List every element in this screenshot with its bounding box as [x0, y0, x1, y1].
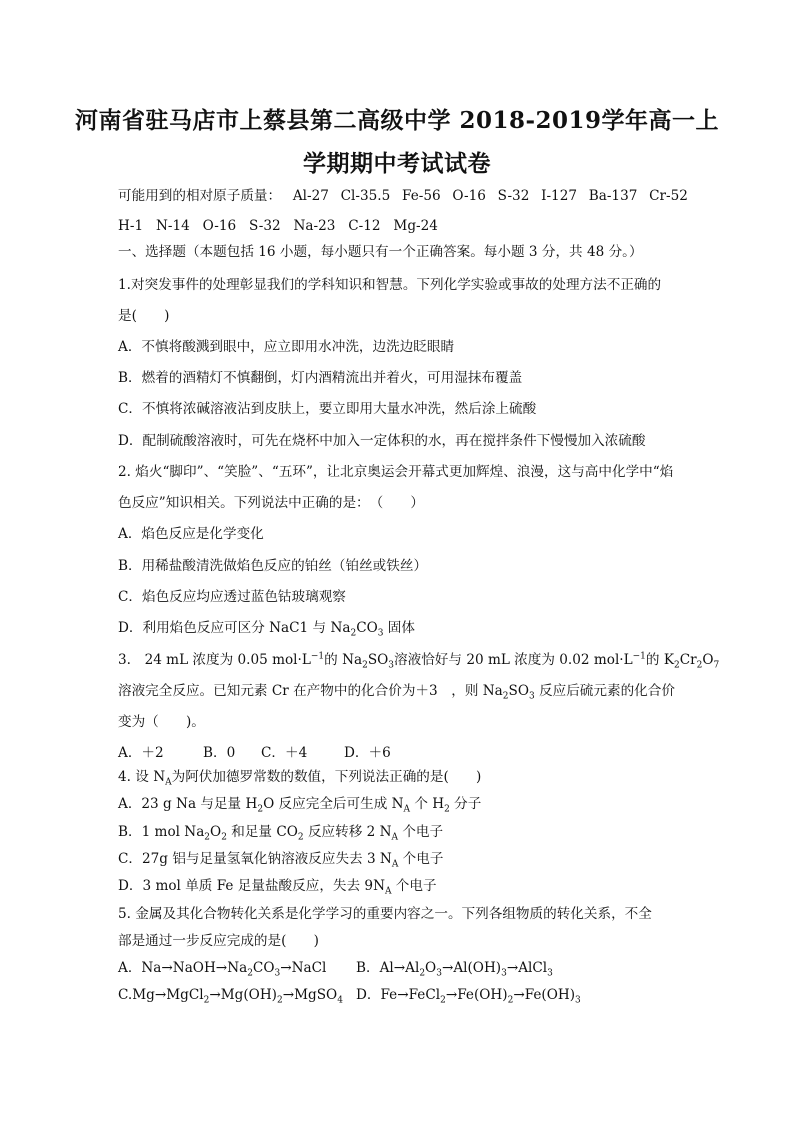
q5-option-a — [118, 958, 356, 978]
text-run: →AlCl — [506, 960, 548, 976]
subscript: 3 — [547, 968, 553, 979]
text-run: A．23 g Na 与足量 H — [118, 796, 258, 812]
text-run: CO — [252, 960, 275, 976]
q2-option-d — [118, 618, 688, 638]
subscript: 2 — [247, 968, 253, 979]
q3-option-d: D．＋6 — [344, 745, 391, 761]
subscript: 4 — [337, 995, 343, 1006]
subscript: 2 — [507, 995, 514, 1006]
subscript: 2 — [696, 660, 703, 671]
text-run: B．Al→Al — [356, 960, 420, 976]
q4-stem — [118, 767, 688, 787]
q4-option-c — [118, 849, 688, 869]
subscript: 3 — [436, 968, 442, 979]
subscript: A — [391, 832, 399, 843]
subscript: 2 — [350, 628, 357, 639]
subscript: A — [391, 859, 399, 870]
atomic-mass-item: Na-23 — [293, 218, 336, 234]
atomic-mass-item: O-16 — [202, 218, 237, 234]
exam-title-line-1: 河南省驻马店市上蔡县第二高级中学 2018-2019学年高一上 — [74, 107, 720, 134]
text-run: C．27g 铝与足量氢氧化钠溶液反应失去 3 N — [118, 851, 392, 867]
text-run: 个电子 — [391, 878, 437, 894]
q5-stem-line-1: 5. 金属及其化合物转化关系是化学学习的重要内容之一。下列各组物质的转化关系，不全 — [118, 906, 652, 922]
subscript: 2 — [203, 995, 210, 1006]
text-run: 为阿伏加德罗常数的数值，下列说法正确的是( ) — [171, 769, 482, 785]
text-run: 4. 设 N — [118, 769, 166, 785]
text-run: 固体 — [383, 620, 415, 636]
atomic-mass-item: Cl-35.5 — [340, 188, 391, 204]
atomic-mass-row-1 — [118, 186, 688, 206]
subscript: 2 — [419, 968, 426, 979]
text-run: 个 H — [410, 796, 445, 812]
text-run: →Mg(OH) — [209, 987, 277, 1003]
text-run: 溶液恰好与 20 mL 浓度为 0.02 mol·L — [394, 652, 633, 668]
subscript: 3 — [501, 968, 507, 979]
subscript: 7 — [713, 660, 720, 671]
subscript: 3 — [388, 660, 395, 671]
text-run: 的 Na — [324, 652, 363, 668]
subscript: 2 — [674, 660, 680, 671]
q3-option-b: B．0 — [203, 745, 236, 761]
text-run: 个电子 — [398, 824, 444, 840]
q2-stem-line-1: 2. 焰火“脚印”、“笑脸”、“五环”，让北京奥运会开幕式更加辉煌、浪漫，这与高中化学中“焰 — [118, 464, 674, 480]
q3-stem-line-2 — [118, 681, 688, 701]
text-run: O — [210, 824, 222, 840]
subscript: 2 — [502, 691, 509, 702]
subscript: A — [165, 777, 172, 788]
atomic-mass-item: H-1 — [118, 218, 144, 234]
text-run: C.Mg→MgCl — [118, 987, 204, 1003]
q1-option-b: B．燃着的酒精灯不慎翻倒，灯内酒精流出并着火，可用湿抹布覆盖 — [118, 370, 523, 386]
subscript: 2 — [257, 804, 264, 815]
q2-stem-line-2: 色反应”知识相关。下列说法中正确的是： （ ） — [118, 495, 425, 511]
q5-options-row-2 — [118, 985, 688, 1005]
text-run: →Al(OH) — [441, 960, 502, 976]
q3-option-c: C．＋4 — [261, 745, 308, 761]
superscript: −1 — [632, 651, 646, 662]
subscript: A — [384, 886, 392, 897]
q5-option-b — [356, 958, 553, 978]
q4-option-b — [118, 822, 688, 842]
atomic-mass-item: C-12 — [348, 218, 381, 234]
text-run: 反应转移 2 N — [303, 824, 392, 840]
atomic-mass-prefix: 可能用到的相对原子质量： — [118, 188, 282, 204]
text-run: B．1 mol Na — [118, 824, 205, 840]
q3-options — [118, 743, 688, 763]
subscript: 2 — [440, 995, 446, 1006]
subscript: 3 — [575, 995, 581, 1006]
subscript: 2 — [276, 995, 283, 1006]
text-run: Cr — [679, 652, 697, 668]
q3-stem-line-3: 变为（ )。 — [118, 714, 205, 730]
section-heading: 一、选择题（本题包括 16 小题，每小题只有一个正确答案。每小题 3 分，共 48 分。） — [118, 244, 643, 260]
text-run: 和足量 CO — [226, 824, 298, 840]
q5-stem-line-2: 部是通过一步反应完成的是( ) — [118, 933, 319, 949]
text-run: 3. 24 mL 浓度为 0.05 mol·L — [118, 652, 311, 668]
superscript: −1 — [310, 651, 325, 662]
text-run: →Fe(OH) — [445, 987, 508, 1003]
q5-options-row-1 — [118, 958, 688, 978]
atomic-mass-item: O-16 — [452, 188, 486, 204]
text-run: →NaCl — [280, 960, 327, 976]
exam-title-line-2: 学期期中考试试卷 — [303, 150, 491, 177]
text-run: D．利用焰色反应可区分 NaC1 与 Na — [118, 620, 351, 636]
atomic-mass-item: S-32 — [497, 188, 530, 204]
text-run: SO — [508, 683, 529, 699]
q4-option-a — [118, 794, 688, 814]
text-run: →MgSO — [282, 987, 338, 1003]
q5-option-c — [118, 985, 356, 1005]
atomic-mass-item: Ba-137 — [588, 188, 638, 204]
text-run: O 反应完全后可生成 N — [263, 796, 404, 812]
atomic-mass-item: Mg-24 — [393, 218, 438, 234]
q5-option-d — [356, 985, 581, 1005]
q1-stem-line-1: 1.对突发事件的处理彰显我们的学科知识和智慧。下列化学实验或事故的处理方法不正确的 — [118, 277, 662, 293]
subscript: 2 — [297, 832, 304, 843]
atomic-mass-item: Cr-52 — [649, 188, 688, 204]
subscript: A — [403, 804, 411, 815]
atomic-mass-item: I-127 — [541, 188, 577, 204]
q2-option-a: A．焰色反应是化学变化 — [118, 526, 264, 542]
text-run: O — [702, 652, 714, 668]
text-run: CO — [356, 620, 378, 636]
text-run: 溶液完全反应。已知元素 Cr 在产物中的化合价为＋3 ，则 Na — [118, 683, 503, 699]
subscript: 3 — [377, 628, 384, 639]
text-run: →Fe(OH) — [513, 987, 576, 1003]
text-run: D．3 mol 单质 Fe 足量盐酸反应，失去 9N — [118, 878, 385, 894]
q2-option-b: B．用稀盐酸清洗做焰色反应的铂丝（铂丝或铁丝） — [118, 558, 428, 574]
text-run: 反应后硫元素的化合价 — [534, 683, 675, 699]
text-run: 的 K — [645, 652, 674, 668]
subscript: 2 — [221, 832, 227, 843]
atomic-mass-item: S-32 — [248, 218, 281, 234]
subscript: 3 — [274, 968, 281, 979]
subscript: 2 — [204, 832, 211, 843]
atomic-mass-item: N-14 — [155, 218, 190, 234]
q1-stem-line-2: 是( ) — [118, 308, 170, 324]
q2-option-c: C．焰色反应均应透过蓝色钴玻璃观察 — [118, 589, 346, 605]
atomic-mass-item: Al-27 — [292, 188, 329, 204]
q4-option-d — [118, 876, 688, 896]
text-run: SO — [367, 652, 389, 668]
text-run: A．Na→NaOH→Na — [118, 960, 248, 976]
text-run: 个电子 — [398, 851, 444, 867]
q1-option-d: D．配制硫酸溶液时，可先在烧杯中加入一定体积的水，再在搅拌条件下慢慢加入浓硫酸 — [118, 433, 646, 449]
atomic-mass-row-2 — [118, 216, 438, 236]
subscript: 2 — [362, 660, 368, 671]
subscript: 3 — [528, 691, 535, 702]
text-run: 分子 — [449, 796, 482, 812]
atomic-mass-item: Fe-56 — [402, 188, 441, 204]
q1-option-c: C．不慎将浓碱溶液沾到皮肤上，要立即用大量水冲洗，然后涂上硫酸 — [118, 401, 537, 417]
q1-option-a: A．不慎将酸溅到眼中，应立即用水冲洗，边洗边眨眼睛 — [118, 339, 455, 355]
subscript: 2 — [444, 804, 450, 815]
text-run: O — [425, 960, 437, 976]
text-run: D．Fe→FeCl — [356, 987, 441, 1003]
q3-option-a: A．＋2 — [118, 745, 164, 761]
q3-stem-line-1 — [118, 650, 720, 671]
